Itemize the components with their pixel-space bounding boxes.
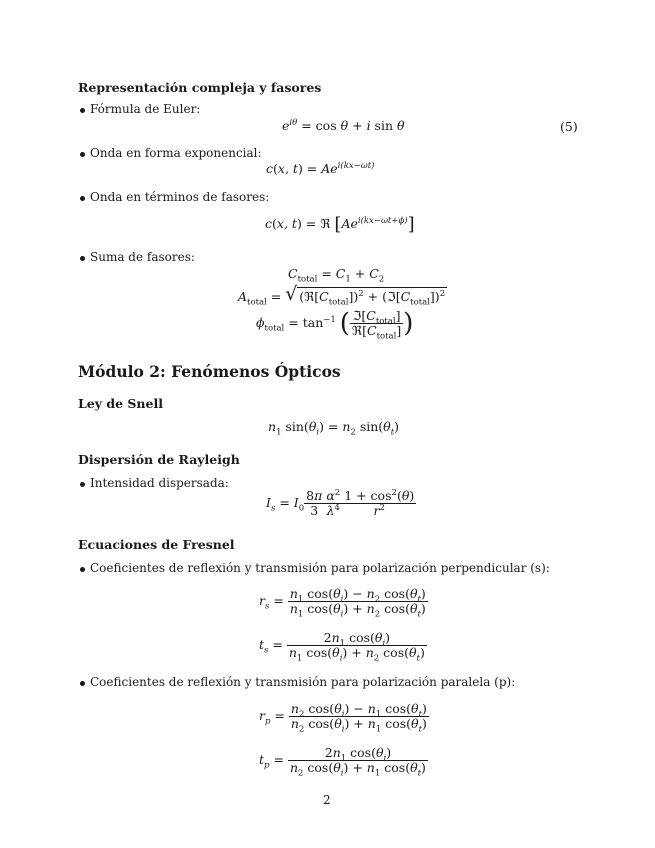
bullet-dot — [80, 256, 85, 261]
bullet-exponential-wave: Onda en forma exponencial: — [90, 146, 262, 160]
bullet-dot — [80, 108, 85, 113]
equation-exponential-wave: c(x, $t) = Ae^{i(kx-\omega t)}$ — [266, 160, 375, 176]
bullet-euler: Fórmula de Euler: — [90, 102, 201, 116]
equation-ts: $t_s$ = $\frac{2n_1 \cos(\theta_i)}{n_1 \cos(\theta_i) + n_2 \cos(\theta_t)}$ — [259, 630, 425, 664]
equation-rp: $r_p$ = $\frac{n_2 \cos(\theta_i) - n_1 \cos(\theta_t)}{n_2 \cos(\theta_i) + n_1 \cos(\theta_t)}$ — [259, 701, 427, 735]
bullet-phasor-wave: Onda en términos de fasores: — [90, 190, 270, 204]
page-number: 2 — [323, 793, 331, 807]
bullet-phasor-sum: Suma de fasores: — [90, 250, 195, 264]
equation-phasor-wave: c(x, t) = ℜ $[Ae^{i(kx-\omega t+\phi)}]$ — [265, 214, 415, 235]
section-title-snell: Ley de Snell — [78, 396, 163, 411]
equation-rs: $r_s$ = $\frac{n_1 \cos(\theta_i) - n_2 \cos(\theta_t)}{n_1 \cos(\theta_i) + n_2 \cos(\theta_t)}$ — [259, 586, 426, 620]
bullet-dot — [80, 681, 85, 686]
equation-euler: $e^{i\theta} = \cos \theta + i$ sin θ — [282, 117, 405, 133]
bullet-fresnel-parallel: Coeficientes de reflexión y transmisión para polarización paralela (p): — [90, 675, 516, 689]
equation-amplitude: $A_{total}$ = √ $(ℜ[C_{total}])^2$ + $(ℑ[C_{total}])^2$ — [238, 283, 446, 308]
module-title: Módulo 2: Fenómenos Ópticos — [78, 362, 341, 381]
bullet-scattered-intensity: Intensidad dispersada: — [90, 476, 229, 490]
equation-number: (5) — [560, 119, 578, 134]
bullet-dot — [80, 567, 85, 572]
bullet-dot — [80, 482, 85, 487]
bullet-fresnel-perpendicular: Coeficientes de reflexión y transmisión para polarización perpendicular (s): — [90, 561, 550, 575]
section-title-rayleigh: Dispersión de Rayleigh — [78, 452, 240, 467]
equation-rayleigh: $I_s = I_0$ $\frac{8\pi}{3}$ $\frac{\alpha^2}{\lambda^4}$ $\frac{1 + \cos^2(\theta)}{r^2}$ — [266, 487, 415, 518]
section-title-fresnel: Ecuaciones de Fresnel — [78, 537, 235, 552]
equation-phasor-sum: $C_{total} = C_1 + C_2$ — [288, 266, 385, 285]
section-title-complex: Representación compleja y fasores — [78, 80, 322, 95]
equation-snell: $n_1$ $\sin(\theta_i) = n_2$ $\sin(\theta_t)$ — [268, 419, 400, 438]
bullet-dot — [80, 152, 85, 157]
bullet-dot — [80, 196, 85, 201]
equation-phase: $\phi_{total} = \tan^{-1}$ ( $\frac{ℑ[C_{total}]}{ℜ[C_{total}]}$ ) — [256, 308, 414, 342]
equation-tp: $t_p$ = $\frac{2n_1 \cos(\theta_i)}{n_2 \cos(\theta_i) + n_1 \cos(\theta_t)}$ — [259, 745, 426, 779]
